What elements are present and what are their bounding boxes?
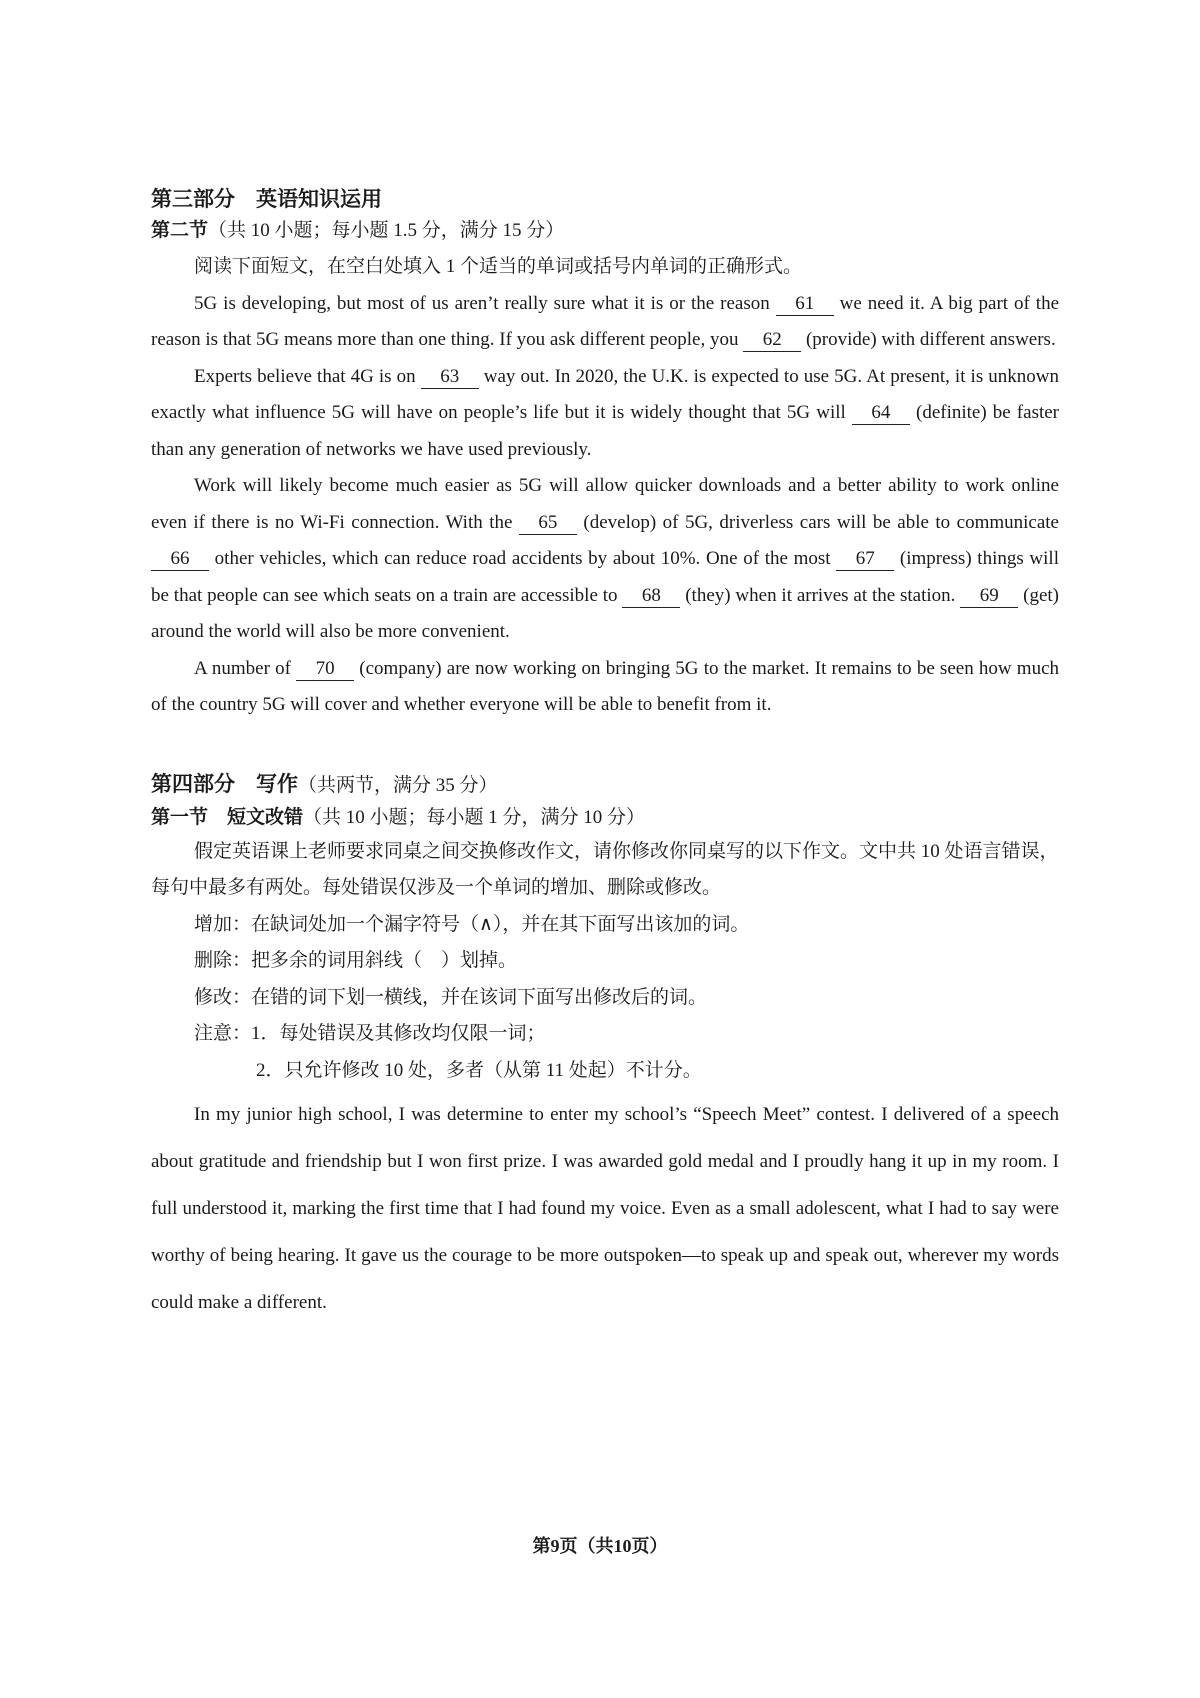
note-1: 注意：1．每处错误及其修改均仅限一词； [194,1023,546,1044]
blank-61: 61 [776,293,834,316]
rule-modify: 修改：在错的词下划一横线，并在该词下面写出修改后的词。 [194,986,708,1008]
blank-64: 64 [852,402,910,425]
part3-section-header [151,217,1059,245]
part3-section-note: （共 10 小题；每小题 1.5 分，满分 15 分） [208,220,565,241]
part3-title: 第三部分 英语知识运用 [151,187,382,211]
note-2: 2．只允许修改 10 处，多者（从第 11 处起）不计分。 [256,1059,702,1081]
rule-add: 增加：在缺词处加一个漏字符号（∧），并在其下面写出该加的词。 [194,913,750,935]
part4-section-label: 第一节 短文改错 [151,806,304,828]
part4-title: 第四部分 写作（共两节，满分 35 分） [151,771,498,796]
blank-65: 65 [519,512,577,535]
blank-67: 67 [836,548,894,571]
exam-page [151,185,1059,1326]
essay-text: In my junior high school, I was determine to enter my school’s “Speech Meet” contest. I delivered of a speech about gratitude and friendship but I won first prize. I was awarded gold medal and I proudly hang it up in my room. I full understood it, marking the first time that I had found my voice. Even as a small adolescent, what I had to say were worthy of being hearing. It gave us the courage to be more outspoken—to speak up and speak out, wherever my words could make a different. [151,1104,1059,1313]
page-footer: 第9页（共10页） [532,1536,668,1556]
blank-68: 68 [622,585,680,608]
part4-section-header [151,804,1059,832]
blank-63: 63 [421,366,479,389]
part3-section-label: 第二节 [151,220,209,241]
part4-title-note: （共两节，满分 35 分） [298,774,498,796]
blank-70: 70 [296,658,354,681]
blank-62: 62 [743,329,801,352]
blank-69: 69 [960,585,1018,608]
rule-delete: 删除：把多余的词用斜线（ ）划掉。 [194,950,518,971]
passage-paragraph-3: Work will likely become much easier as 5G will allow quicker downloads and a better ability to work online even if there is no Wi-Fi connection. With the 65 (develop) of 5G, driverless cars will be able to communicate 66 other vehicles, which can reduce road accidents by about 10%. One of the most 67 (impress) things will be that people can see which seats on a train are accessible to 68 (they) when it arrives at the station. 69 (get) around the world will also be more convenient. [151,475,1059,642]
part3-instruction: 阅读下面短文，在空白处填入 1 个适当的单词或括号内单词的正确形式。 [194,256,803,277]
blank-66: 66 [151,548,209,571]
passage-paragraph-1: 5G is developing, but most of us aren’t really sure what it is or the reason 61 we need it. A big part of the reason is that 5G means more than one thing. If you ask different people, you 62 (provide) with different answers. [151,292,1060,350]
part4-section-note: （共 10 小题；每小题 1 分，满分 10 分） [303,806,646,828]
passage-paragraph-4: A number of 70 (company) are now working on bringing 5G to the market. It remains to be seen how much of the country 5G will cover and whether everyone will be able to benefit from it. [151,657,1059,715]
passage-paragraph-2: Experts believe that 4G is on 63 way out. In 2020, the U.K. is expected to use 5G. At present, it is unknown exactly what influence 5G will have on people’s life but it is widely thought that 5G will 64 (definite) be faster than any generation of networks we have used previously. [151,365,1060,460]
part4-instruction: 假定英语课上老师要求同桌之间交换修改作文，请你修改你同桌写的以下作文。文中共 10 处语言错误，每句中最多有两处。每处错误仅涉及一个单词的增加、删除或修改。 [151,840,1059,898]
